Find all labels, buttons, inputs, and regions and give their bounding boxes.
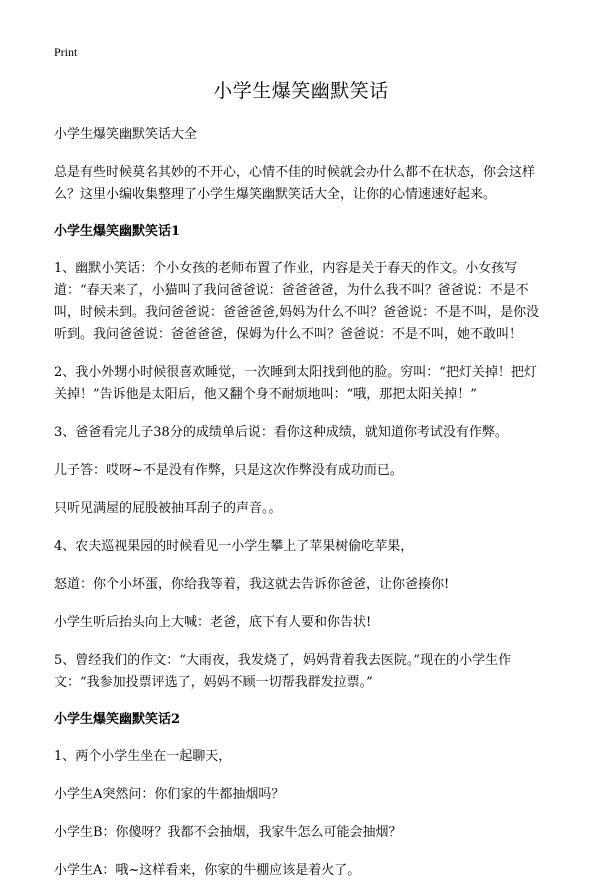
joke-paragraph: 怒道：你个小坏蛋，你给我等着，我这就去告诉你爸爸，让你爸揍你! bbox=[54, 577, 450, 592]
joke-paragraph: 2、我小外甥小时候很喜欢睡觉，一次睡到太阳找到他的脸。穷叫：“把灯关掉！把灯关掉！”告诉他是太阳后，他又翻个身不耐烦地叫：“哦，那把太阳关掉！” bbox=[54, 365, 537, 402]
section-1 bbox=[54, 222, 548, 694]
document-subtitle: 小学生爆笑幽默笑话大全 bbox=[54, 127, 198, 142]
section-heading: 小学生爆笑幽默笑话1 bbox=[54, 224, 181, 239]
intro-paragraph: 总是有些时候莫名其妙的不开心，心情不佳的时候就会办什么都不在状态，你会这样么？这里小编收集整理了小学生爆笑幽默笑话大全，让你的心情速速好起来。 bbox=[54, 165, 536, 202]
section-2 bbox=[54, 710, 548, 882]
section-heading: 小学生爆笑幽默笑话2 bbox=[54, 712, 181, 727]
page-title: 小学生爆笑幽默笑话 bbox=[213, 80, 389, 102]
joke-paragraph: 只听见满屋的屁股被抽耳刮子的声音。。 bbox=[54, 501, 282, 516]
joke-paragraph: 儿子答：哎呀~不是没有作弊，只是这次作弊没有成功而已。 bbox=[54, 463, 403, 478]
joke-paragraph: 4、农夫巡视果园的时候看见一小学生攀上了苹果树偷吃苹果， bbox=[54, 539, 414, 554]
joke-paragraph: 5、曾经我们的作文：“大雨夜，我发烧了，妈妈背着我去医院。”现在的小学生作文：“我参加投票评选了，妈妈不顾一切帮我群发拉票。” bbox=[54, 653, 512, 690]
joke-paragraph: 小学生A突然问：你们家的牛都抽烟吗？ bbox=[54, 787, 285, 802]
joke-paragraph: 小学生B：你傻呀？我都不会抽烟，我家牛怎么可能会抽烟？ bbox=[54, 825, 402, 840]
joke-paragraph: 1、幽默小笑话：个小女孩的老师布置了作业，内容是关于春天的作文。小女孩写道：“春天来了，小猫叫了我问爸爸说：爸爸爸爸，为什么我不叫？爸爸说：不是不叫，时候未到。我问爸爸说：爸爸爸爸,妈妈为什么不叫？爸爸说：不是不叫，是你没听到。我问爸爸说：爸爸爸爸，保姆为什么不叫？爸爸说：不是不叫，她不敢叫！ bbox=[54, 261, 540, 342]
joke-paragraph: 3、爸爸看完儿子38分的成绩单后说：看你这种成绩，就知道你考试没有作弊。 bbox=[54, 425, 508, 440]
joke-paragraph: 小学生A：哦~这样看来，你家的牛棚应该是着火了。 bbox=[54, 863, 361, 878]
print-link[interactable]: Print bbox=[54, 45, 78, 59]
joke-paragraph: 小学生听后抬头向上大喊：老爸，底下有人要和你告状! bbox=[54, 615, 372, 630]
joke-paragraph: 1、两个小学生坐在一起聊天， bbox=[54, 749, 232, 764]
